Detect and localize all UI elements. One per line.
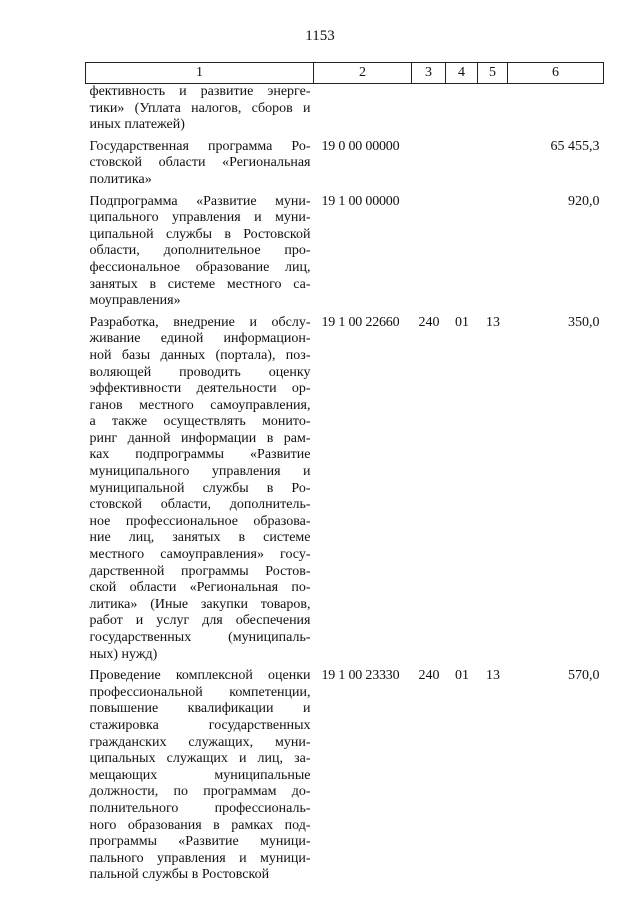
- row-name-line: воляющей проводить оценку: [89, 364, 311, 380]
- row-name-line: ках подпрограммы «Развитие: [89, 447, 311, 463]
- row-name-line: Государственная программа Ро-: [89, 138, 311, 154]
- row-name-line: пального управления и муници-: [89, 850, 311, 866]
- table-row: [86, 663, 604, 884]
- row-name-line: Проведение комплексной оценки: [89, 668, 311, 684]
- header-col-3: 3: [412, 63, 446, 84]
- row-name-line: мещающих муниципальные: [89, 767, 311, 783]
- row-name-cell: [86, 310, 314, 663]
- row-name-line: должности, по программам до-: [89, 784, 311, 800]
- row-vr-cell: [412, 189, 446, 310]
- row-name-cell: [86, 84, 314, 134]
- header-col-4: 4: [446, 63, 478, 84]
- row-vr-cell: 240: [418, 314, 440, 330]
- row-rz-cell: 01: [455, 668, 469, 684]
- header-col-6: 6: [508, 63, 604, 84]
- row-name-line: местного самоуправления» госу-: [89, 547, 311, 563]
- row-name-line: занятых в системе местного са-: [89, 276, 311, 292]
- row-pr-cell: [478, 84, 508, 134]
- row-name-line: полнительного профессиональ-: [89, 800, 311, 816]
- row-name-line: Разработка, внедрение и обслу-: [89, 314, 311, 330]
- row-name-line: политика»: [89, 171, 152, 187]
- row-name-line: муниципальной службы в Ро-: [89, 480, 311, 496]
- row-name-line: Подпрограмма «Развитие муни-: [89, 193, 311, 209]
- table-body: [86, 84, 604, 884]
- row-name-line: программы «Развитие муници-: [89, 834, 311, 850]
- row-sum-cell: 65 455,3: [550, 138, 600, 154]
- row-name-line: тики» (Уплата налогов, сборов и: [89, 100, 311, 116]
- row-name-line: фессиональное образование лиц,: [89, 259, 311, 275]
- row-sum-cell: 350,0: [568, 314, 600, 330]
- row-name-line: фективность и развитие энерге-: [89, 84, 311, 99]
- table-row: [86, 189, 604, 310]
- row-pr-cell: 13: [486, 668, 500, 684]
- row-name-line: ринг данной информации в рам-: [89, 430, 311, 446]
- row-pr-cell: [478, 189, 508, 310]
- row-sum-cell: 570,0: [568, 668, 600, 684]
- row-name-cell: [86, 663, 314, 884]
- row-name-line: стажировка государственных: [89, 717, 311, 733]
- row-code-cell: [314, 84, 412, 134]
- row-name-line: государственных (муниципаль-: [89, 630, 311, 645]
- row-name-line: ганов местного самоуправления,: [89, 397, 311, 413]
- row-name-line: ных) нужд): [89, 646, 158, 662]
- row-code-cell: 19 0 00 00000: [321, 138, 400, 154]
- row-name-line: ской области «Региональная по-: [89, 580, 311, 596]
- row-name-cell: [86, 134, 314, 189]
- row-rz-cell: [446, 189, 478, 310]
- row-name-line: ного образования в рамках под-: [89, 817, 311, 833]
- row-name-line: ние лиц, занятых в системе: [89, 530, 311, 546]
- row-rz-cell: 01: [455, 314, 469, 330]
- row-name-line: гражданских служащих, муни-: [89, 734, 311, 750]
- row-name-line: ципального управления и муни-: [89, 210, 311, 226]
- table-row: [86, 310, 604, 663]
- row-vr-cell: [412, 134, 446, 189]
- row-sum-cell: [508, 84, 604, 134]
- row-code-cell: 19 1 00 22660: [321, 314, 400, 330]
- row-name-line: дарственной программы Ростов-: [89, 563, 311, 579]
- row-code-cell: 19 1 00 00000: [321, 193, 400, 209]
- row-name-line: области, дополнительное про-: [89, 243, 311, 259]
- table-header: [86, 63, 604, 84]
- row-name-line: работ и услуг для обеспечения: [89, 613, 311, 629]
- row-name-line: ципальных служащих и лиц, за-: [89, 751, 311, 767]
- row-name-line: пальной службы в Ростовской: [89, 867, 270, 883]
- row-name-line: стовской области, дополнитель-: [89, 497, 311, 513]
- row-vr-cell: [412, 84, 446, 134]
- row-pr-cell: 13: [486, 314, 500, 330]
- row-name-line: ной базы данных (портала), поз-: [89, 347, 311, 363]
- row-name-line: а также осуществлять монито-: [89, 414, 311, 430]
- table-row: [86, 134, 604, 189]
- row-name-line: стовской области «Региональная: [89, 155, 311, 171]
- row-name-line: литика» (Иные закупки товаров,: [89, 596, 311, 612]
- row-code-cell: 19 1 00 23330: [321, 668, 400, 684]
- row-pr-cell: [478, 134, 508, 189]
- row-sum-cell: 920,0: [568, 193, 600, 209]
- budget-table: [85, 62, 604, 884]
- header-col-5: 5: [478, 63, 508, 84]
- row-name-line: эффективности деятельности ор-: [89, 381, 311, 397]
- row-name-cell: [86, 189, 314, 310]
- row-name-line: профессиональной компетенции,: [89, 684, 311, 700]
- row-name-line: моуправления»: [89, 293, 181, 309]
- row-name-line: ное профессиональное образова-: [89, 513, 311, 529]
- header-col-1: 1: [86, 63, 314, 84]
- row-vr-cell: 240: [418, 668, 440, 684]
- header-row: [86, 63, 604, 84]
- row-rz-cell: [446, 84, 478, 134]
- row-name-line: муниципального управления и: [89, 464, 311, 480]
- page-number: 1153: [305, 28, 335, 44]
- row-name-line: повышение квалификации и: [89, 701, 311, 717]
- header-col-2: 2: [314, 63, 412, 84]
- row-name-line: ципальной службы в Ростовской: [89, 226, 311, 242]
- table-row: [86, 84, 604, 134]
- row-name-line: живание единой информацион-: [89, 331, 311, 347]
- row-name-line: иных платежей): [89, 117, 185, 133]
- row-rz-cell: [446, 134, 478, 189]
